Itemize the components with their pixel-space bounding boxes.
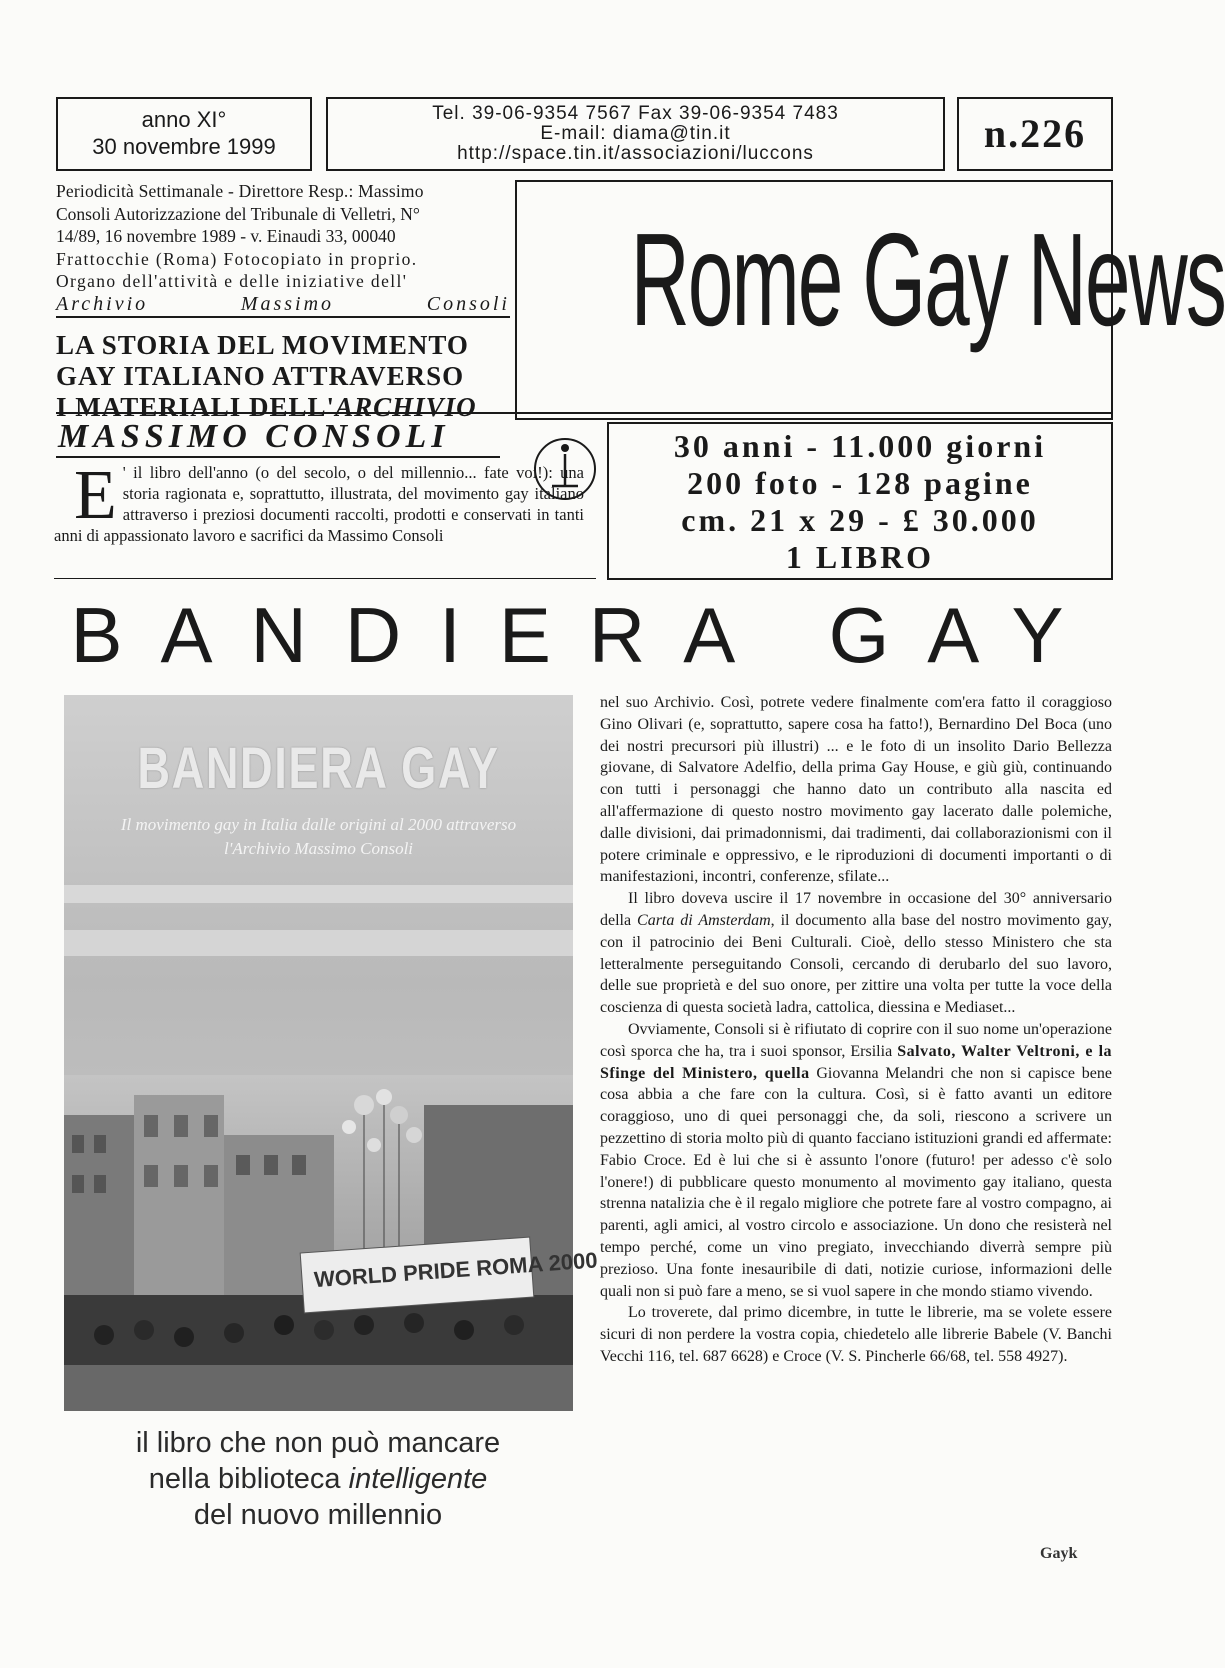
issue-year-box xyxy=(56,97,312,171)
headline-line: GAY ITALIANO ATTRAVERSO xyxy=(56,361,465,391)
article-paragraph xyxy=(600,1019,1112,1302)
tagline-italic: intelligente xyxy=(348,1463,488,1495)
divider xyxy=(56,456,500,458)
colophon-line: Organo dell'attività e delle iniziative dell' xyxy=(56,271,408,291)
headline-text: I MATERIALI DELL' xyxy=(56,392,336,422)
colophon-line: Periodicità Settimanale - Direttore Resp.: Massimo xyxy=(56,181,424,201)
article-italic: Carta di Amsterdam xyxy=(637,911,771,929)
pride-march-photo xyxy=(64,1075,599,1411)
article-bold: Salvato, Walter Veltroni, e la Sfinge del Ministero, quella xyxy=(600,1042,1113,1082)
archivio-name xyxy=(56,293,510,319)
cover-subtitle-line: l'Archivio Massimo Consoli xyxy=(223,839,414,858)
tagline xyxy=(58,1425,578,1533)
article-paragraph: Lo troverete, dal primo dicembre, in tutte le librerie, ma se volete essere sicuri di non perdere la vostra copia, chiedetelo alle librerie Babele (V. Banchi Vecchi 116, tel. 687 6628) e Croce (V. S. Pincherle 66/68, tel. 558 4927). xyxy=(600,1304,1112,1365)
archivio-word: Consoli xyxy=(426,292,510,315)
issue-year: anno XI° xyxy=(141,107,227,132)
issue-number: n.226 xyxy=(957,97,1113,171)
book-stats-box xyxy=(607,422,1113,580)
article-paragraph: nel suo Archivio. Così, potrete vedere finalmente com'era fatto il coraggioso Gino Olivari (e, soprattutto, sapere cosa ha fatto!), Bernardino Del Boca (uno dei nostri precursori più illustri) ... e le foto di un insolito Dario Bellezza giovane, di Salvatore Adelfio, della prima Gay House, e giù giù, continuando con tutti i personaggi che hanno dato un contributo alla nascita ed all'affermazione di questo nostro movimento gay lacerato dalle polemiche, dalle divisioni, dai primadonnismi, dai tradimenti, dai collaborazionismi con il potere criminale e oppressivo, e le riproduzioni di documenti importanti o di manifestazioni, incontri, conferenze, sfilate... xyxy=(600,694,1112,886)
book-title: BANDIERA GAY xyxy=(70,591,1102,679)
colophon-line: 14/89, 16 novembre 1989 - v. Einaudi 33, 00040 xyxy=(56,226,396,246)
stats-line: cm. 21 x 29 - £ 30.000 xyxy=(681,502,1039,538)
cover-subtitle xyxy=(64,813,573,861)
banner-text: WORLD PRIDE ROMA 2000 xyxy=(313,1247,599,1293)
book-stats xyxy=(609,428,1111,576)
contact-box xyxy=(326,97,945,171)
masthead-box xyxy=(515,180,1225,420)
headline xyxy=(56,330,506,423)
intro-text: ' il libro dell'anno (o del secolo, o del millennio... fate voi!): una storia ragionata e, soprattutto, illustrata, del movimento gay italiano attraverso i preziosi documenti raccolti, prodotti e conservati in tanti anni di appassionato lavoro e sacrifici da Massimo Consoli xyxy=(54,463,584,545)
colophon-line: Consoli Autorizzazione del Tribunale di Velletri, N° xyxy=(56,203,420,224)
stats-line: 1 LIBRO xyxy=(785,539,935,575)
dropcap: E xyxy=(74,457,117,534)
article-text: Giovanna Melandri che non si capisce bene cosa abbia a che fare con la cultura. Così, si è fatto avanti un editore coraggioso, uno di quei personaggi che, da soli, riescono a scrivere un pezzettino di storia molto più di quanto facciano istituzioni grandi ed affermate: Fabio Croce. Ed è lui che si è assunto l'onore (futuro! per adesso c'è solo l'onere!) di pubblicare questo monumento al movimento gay italiano, questa strenna natalizia che è il regalo migliore che potrete fare al vostro compagno, ai parenti, agli amici, al vostro circolo e associazione. Un dono che resisterà nel tempo perché, come un vino pregiato, invecchiando diverrà sempre più prezioso. Una fonte inesauribile di dati, notizie curiose, informazioni delle quali non si può fare a meno, se si vuol sapere in che mondo stiamo vivendo. xyxy=(600,1064,1113,1300)
archivio-word: Massimo xyxy=(240,292,335,315)
intro-paragraph xyxy=(54,457,584,546)
archivio-word: Archivio xyxy=(56,292,149,315)
stats-line: 200 foto - 128 pagine xyxy=(687,465,1033,501)
masthead-title: Rome Gay News xyxy=(630,206,1225,353)
flag-stripe xyxy=(64,930,573,956)
issue-date: 30 novembre 1999 xyxy=(92,134,276,159)
tagline-line: del nuovo millennio xyxy=(193,1499,443,1531)
article-text: Ovviamente, Consoli si è rifiutato di coprire con il suo nome un'operazione così sporca che ha, tra i suoi sponsor, Ersilia xyxy=(600,1020,1112,1060)
stats-line: 30 anni - 11.000 giorni xyxy=(673,428,1047,464)
tagline-line: il libro che non può mancare xyxy=(135,1427,501,1459)
divider xyxy=(56,412,1113,414)
article-body xyxy=(600,692,1112,1368)
article-signature: Gayk xyxy=(1040,1545,1078,1562)
email-address: E-mail: diama@tin.it xyxy=(540,123,731,144)
article-text: Il libro doveva uscire il 17 novembre in occasione del 30° anniversario della xyxy=(600,890,1112,929)
flag-stripe xyxy=(64,885,573,903)
cover-title: BANDIERA GAY xyxy=(137,736,500,801)
article-paragraph xyxy=(600,888,1112,1019)
cover-subtitle-line: Il movimento gay in Italia dalle origini al 2000 attraverso xyxy=(120,815,517,834)
phone-fax: Tel. 39-06-9354 7567 Fax 39-06-9354 7483 xyxy=(432,103,839,124)
tagline-line xyxy=(58,1461,578,1497)
headline-line: LA STORIA DEL MOVIMENTO xyxy=(56,330,469,360)
colophon xyxy=(56,180,510,318)
article-text: , il documento alla base del nostro movimento gay, con il patrocinio dei Beni Culturali. Cioè, dello stesso Ministero che sta letteralmente perseguitando Consoli, cercando di derubarlo del suo lavoro, delle sue proprietà e del suo onore, per zittire una volta per tutte la voce della coscienza di questa società ladra, cattolica, diessina e Mediaset... xyxy=(600,911,1113,1017)
colophon-line: Frattocchie (Roma) Fotocopiato in proprio. xyxy=(56,248,418,269)
book-cover-image xyxy=(64,695,599,1411)
headline-italic: ARCHIVIO xyxy=(335,392,477,422)
website-url: http://space.tin.it/associazioni/luccons xyxy=(457,143,814,164)
headline-author: MASSIMO CONSOLI xyxy=(58,418,450,455)
tagline-text: nella biblioteca xyxy=(148,1463,349,1495)
divider xyxy=(54,578,596,579)
